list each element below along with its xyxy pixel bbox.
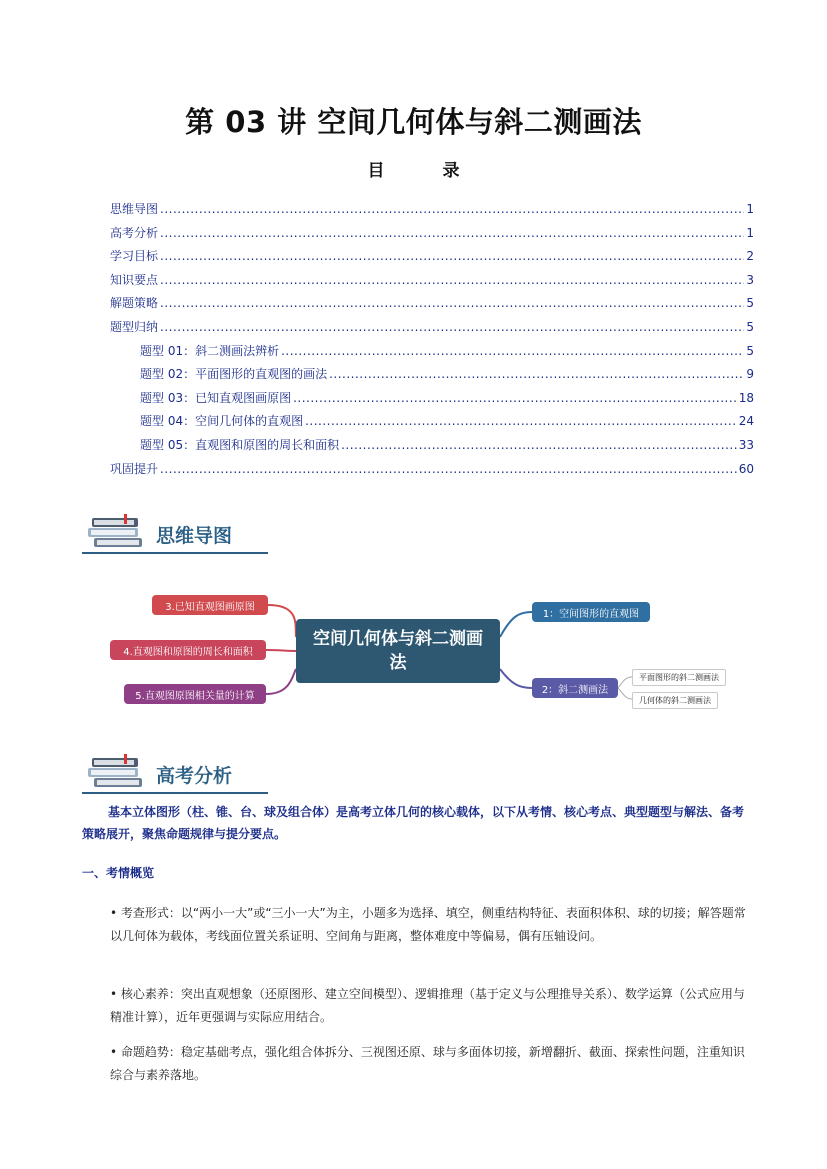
toc-entry[interactable] xyxy=(110,271,754,295)
toc-entry[interactable] xyxy=(110,389,754,413)
toc-entry[interactable] xyxy=(110,294,754,318)
toc-dot-leader xyxy=(281,344,744,358)
toc-heading: 目 录 xyxy=(367,161,486,181)
toc-dot-leader xyxy=(160,226,744,240)
mindmap-node-3: 3.已知直观图画原图 xyxy=(152,595,268,615)
books-icon xyxy=(88,754,150,796)
toc-entry-label: 巩固提升 xyxy=(110,461,159,476)
analysis-bullet-2: • 核心素养：突出直观想象（还原图形、建立空间模型）、逻辑推理（基于定义与公理推导关系）、数学运算（公式应用与精准计算），近年更强调与实际应用结合。 xyxy=(110,987,745,1024)
mindmap-node-2: 2：斜二测画法 xyxy=(532,678,618,698)
toc-entry[interactable] xyxy=(110,365,754,389)
section-banner-analysis xyxy=(82,752,272,798)
toc-dot-leader xyxy=(329,367,744,381)
analysis-subheading: 一、考情概览 xyxy=(82,866,155,880)
section-title-analysis: 高考分析 xyxy=(156,765,233,787)
toc-entry[interactable] xyxy=(110,460,754,484)
toc-entry-page: 1 xyxy=(746,202,754,216)
toc-dot-leader xyxy=(341,438,737,452)
toc-entry[interactable] xyxy=(110,436,754,460)
toc-entry-page: 3 xyxy=(746,272,754,287)
toc-dot-leader xyxy=(305,414,737,428)
books-icon xyxy=(88,514,150,556)
toc-entry-label: 思维导图 xyxy=(110,202,159,216)
toc-dot-leader xyxy=(293,391,737,405)
mindmap-node-1: 1：空间图形的直观图 xyxy=(532,602,650,622)
mindmap-leaf-solid: 几何体的斜二测画法 xyxy=(632,692,718,709)
toc-entry-page: 24 xyxy=(738,414,754,429)
analysis-intro: 基本立体图形（柱、锥、台、球及组合体）是高考立体几何的核心载体，以下从考情、核心考点、典型题型与解法、备考策略展开，聚焦命题规律与提分要点。 xyxy=(82,805,745,841)
section-underline xyxy=(82,792,268,794)
toc-entry-page: 5 xyxy=(746,296,754,311)
toc-dot-leader xyxy=(160,462,737,476)
toc-entry-label: 解题策略 xyxy=(110,296,159,311)
toc-dot-leader xyxy=(160,320,744,334)
table-of-contents xyxy=(110,200,754,483)
document-title: 第 03 讲 空间几何体与斜二测画法 xyxy=(185,105,642,139)
toc-entry-page: 9 xyxy=(746,367,754,382)
toc-entry-page: 1 xyxy=(746,225,754,240)
toc-entry[interactable] xyxy=(110,200,754,224)
toc-entry-label: 知识要点 xyxy=(110,272,159,287)
toc-entry-label: 题型 01：斜二测画法辨析 xyxy=(140,343,280,358)
toc-entry-label: 题型 05：直观图和原图的周长和面积 xyxy=(140,437,340,452)
analysis-bullet-3: • 命题趋势：稳定基础考点，强化组合体拆分、三视图还原、球与多面体切接，新增翻折、截面、探索性问题，注重知识综合与素养落地。 xyxy=(110,1045,745,1082)
toc-dot-leader xyxy=(160,202,744,216)
toc-entry-label: 高考分析 xyxy=(110,225,159,240)
toc-entry[interactable] xyxy=(110,247,754,271)
mindmap-center-node: 空间几何体与斜二测画法 xyxy=(296,619,500,683)
mindmap xyxy=(100,585,740,715)
toc-entry-label: 学习目标 xyxy=(110,249,159,264)
toc-entry-label: 题型 03：已知直观图画原图 xyxy=(140,390,292,405)
toc-entry-page: 60 xyxy=(738,461,754,476)
analysis-bullet-1: • 考查形式：以“两小一大”或“三小一大”为主，小题多为选择、填空，侧重结构特征、表面积体积、球的切接；解答题常以几何体为载体，考线面位置关系证明、空间角与距离，整体难度中等偏易，偶有压轴设问。 xyxy=(110,906,746,943)
toc-dot-leader xyxy=(160,273,744,287)
mindmap-node-4: 4.直观图和原图的周长和面积 xyxy=(110,640,266,660)
section-underline xyxy=(82,552,268,554)
toc-dot-leader xyxy=(160,249,744,263)
toc-entry[interactable] xyxy=(110,224,754,248)
toc-entry[interactable] xyxy=(110,318,754,342)
toc-entry-label: 题型 02：平面图形的直观图的画法 xyxy=(140,367,328,382)
toc-entry-page: 33 xyxy=(738,437,754,452)
toc-dot-leader xyxy=(160,296,744,310)
toc-entry[interactable] xyxy=(110,342,754,366)
toc-entry-label: 题型 04：空间几何体的直观图 xyxy=(140,414,304,429)
toc-entry-page: 5 xyxy=(746,319,754,334)
mindmap-node-5: 5.直观图原图相关量的计算 xyxy=(124,684,266,704)
toc-entry-page: 5 xyxy=(746,343,754,358)
toc-entry-page: 2 xyxy=(746,249,754,264)
toc-entry[interactable] xyxy=(110,412,754,436)
toc-entry-page: 18 xyxy=(738,390,754,405)
section-banner-mindmap xyxy=(82,512,272,558)
toc-entry-label: 题型归纳 xyxy=(110,319,159,334)
mindmap-leaf-plane: 平面图形的斜二测画法 xyxy=(632,669,726,686)
section-title-mindmap: 思维导图 xyxy=(156,525,233,547)
